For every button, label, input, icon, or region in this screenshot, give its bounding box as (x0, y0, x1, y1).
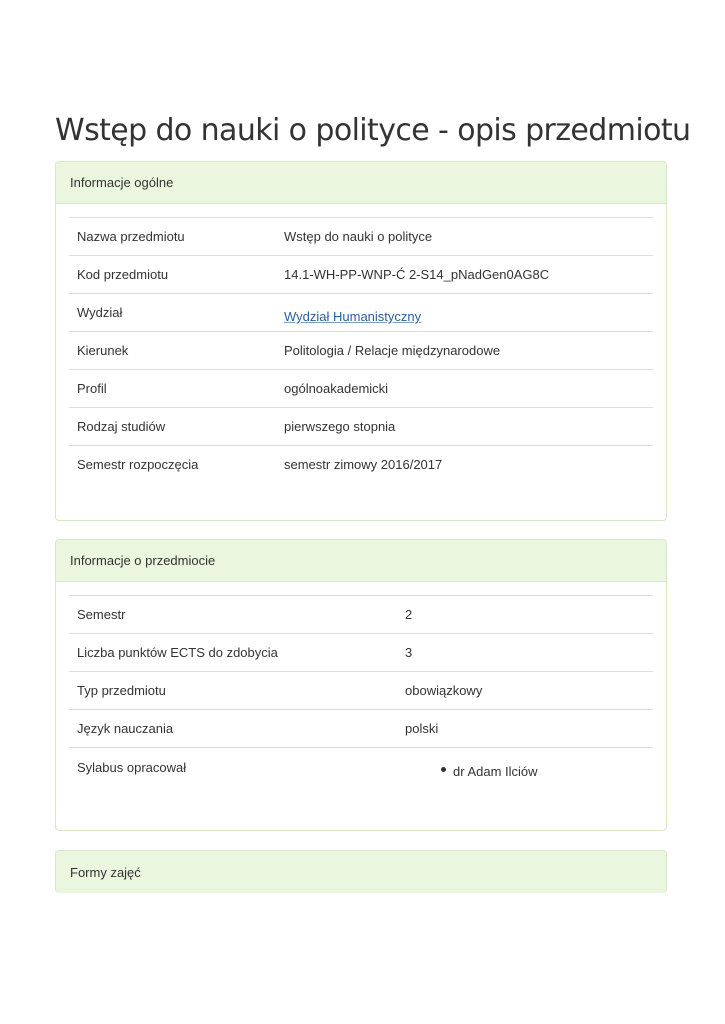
table-row (69, 710, 653, 748)
row-value: semestr zimowy 2016/2017 (276, 446, 653, 484)
class-forms-panel (55, 850, 667, 893)
row-label: Wydział (69, 294, 276, 332)
page-title: Wstęp do nauki o polityce - opis przedmiotu (55, 113, 691, 148)
table-row (69, 446, 653, 484)
table-row (69, 408, 653, 446)
row-label: Nazwa przedmiotu (69, 218, 276, 256)
list-item (441, 764, 645, 779)
table-row (69, 748, 653, 792)
table-row (69, 332, 653, 370)
author-list (405, 760, 645, 779)
row-value: Politologia / Relacje międzynarodowe (276, 332, 653, 370)
row-value: 3 (397, 634, 653, 672)
table-row (69, 634, 653, 672)
row-value: pierwszego stopnia (276, 408, 653, 446)
row-label: Profil (69, 370, 276, 408)
row-value: polski (397, 710, 653, 748)
table-row (69, 370, 653, 408)
row-label: Liczba punktów ECTS do zdobycia (69, 634, 397, 672)
row-value: Wstęp do nauki o polityce (276, 218, 653, 256)
row-label: Semestr (69, 596, 397, 634)
table-row (69, 672, 653, 710)
general-info-panel (55, 161, 667, 521)
row-value: 14.1-WH-PP-WNP-Ć 2-S14_pNadGen0AG8C (276, 256, 653, 294)
author-name: dr Adam Ilciów (453, 764, 538, 779)
row-label: Kierunek (69, 332, 276, 370)
general-info-table (69, 217, 653, 484)
table-row (69, 596, 653, 634)
subject-info-table (69, 595, 653, 792)
row-value: 2 (397, 596, 653, 634)
row-value-cell (276, 294, 653, 332)
row-value: obowiązkowy (397, 672, 653, 710)
row-label: Sylabus opracował (69, 748, 397, 792)
row-value-cell (397, 748, 653, 792)
class-forms-heading[interactable]: Formy zajęć (56, 851, 666, 893)
row-label: Kod przedmiotu (69, 256, 276, 294)
row-label: Język nauczania (69, 710, 397, 748)
faculty-link[interactable]: Wydział Humanistyczny (284, 309, 422, 324)
subject-info-panel (55, 539, 667, 831)
bullet-icon (441, 767, 446, 772)
row-label: Semestr rozpoczęcia (69, 446, 276, 484)
row-value: ogólnoakademicki (276, 370, 653, 408)
table-row (69, 256, 653, 294)
general-info-heading: Informacje ogólne (56, 162, 666, 204)
table-row (69, 294, 653, 332)
subject-info-heading: Informacje o przedmiocie (56, 540, 666, 582)
table-row (69, 218, 653, 256)
row-label: Typ przedmiotu (69, 672, 397, 710)
row-label: Rodzaj studiów (69, 408, 276, 446)
